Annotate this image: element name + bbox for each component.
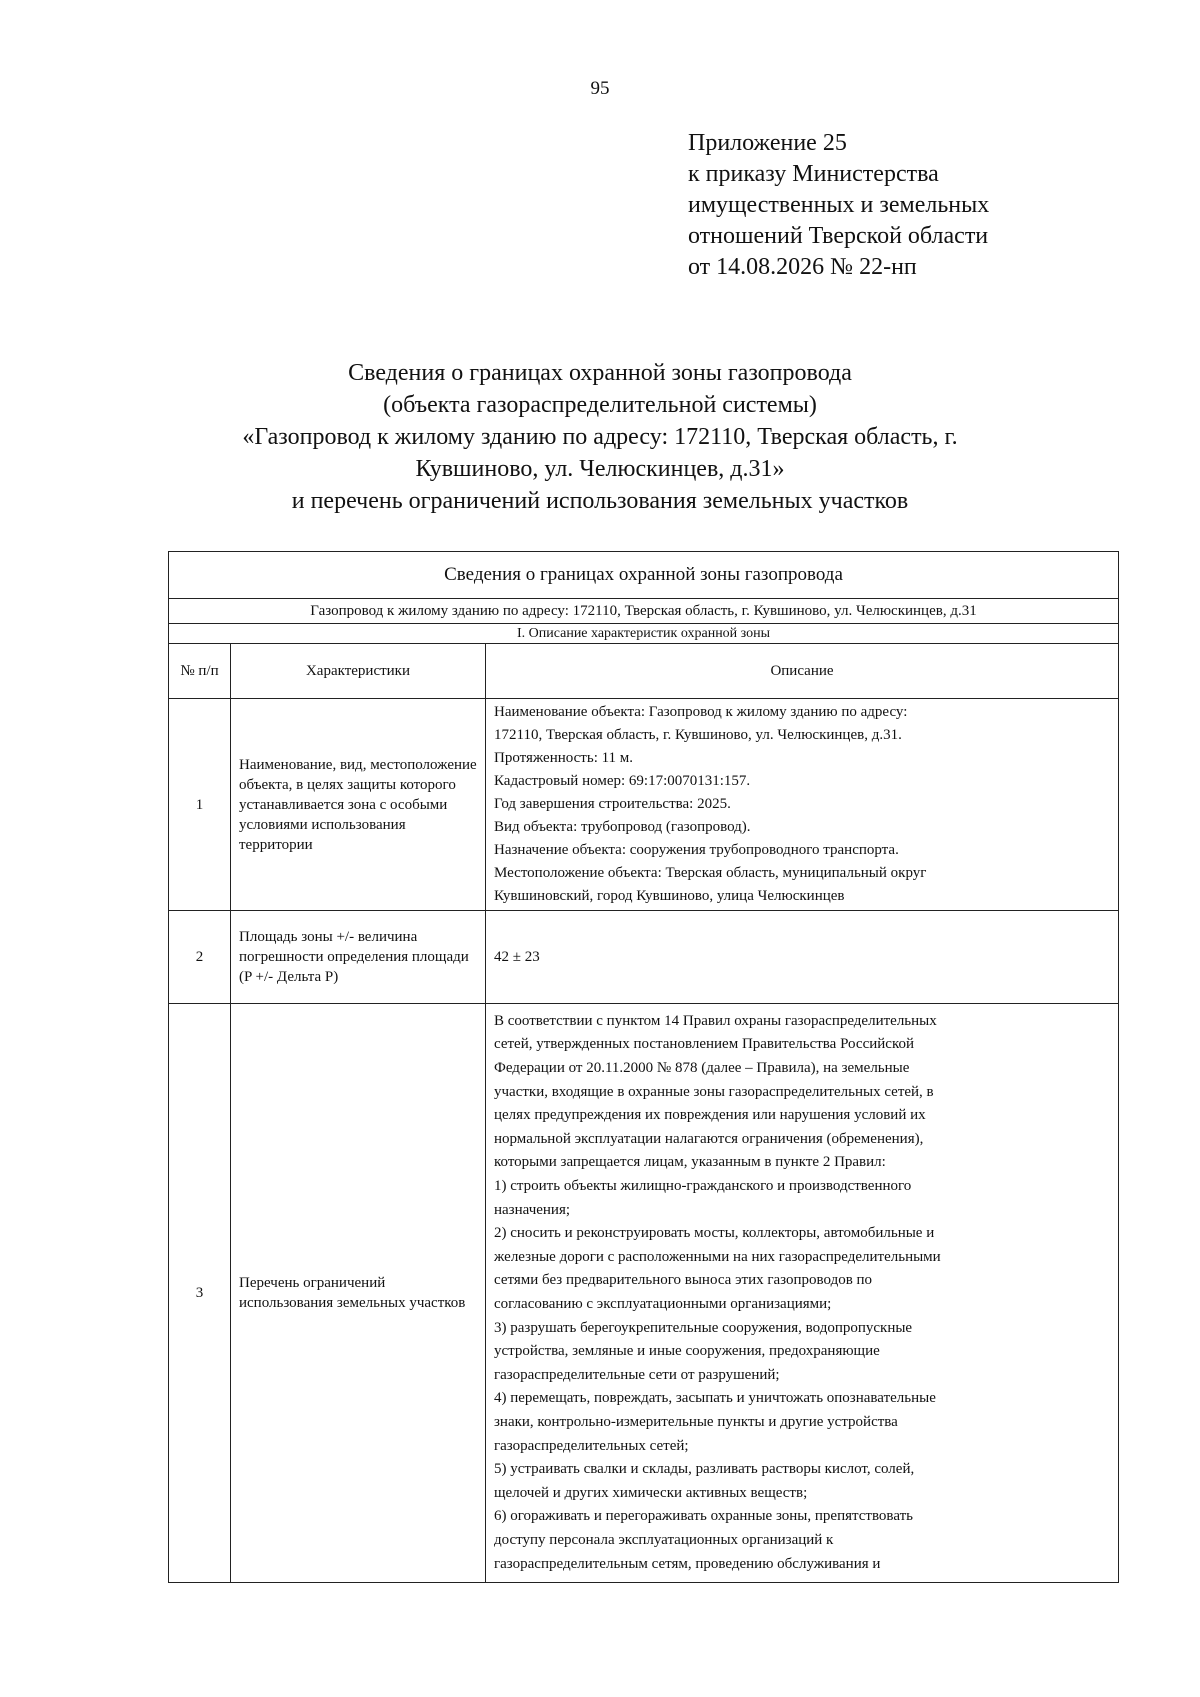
section-title: I. Описание характеристик охранной зоны: [169, 624, 1119, 644]
description-line: нормальной эксплуатации налагаются ограничения (обременения),: [494, 1130, 924, 1147]
description-line: 5) устраивать свалки и склады, разливать растворы кислот, солей,: [494, 1461, 915, 1478]
description-line: назначения;: [494, 1201, 571, 1218]
appendix-block: [688, 128, 989, 283]
row-number: 3: [169, 1004, 231, 1583]
description-line: Протяженность: 11 м.: [494, 750, 634, 766]
description-line: 1) строить объекты жилищно-гражданского и производственного: [494, 1178, 912, 1195]
document-title: [0, 357, 1200, 517]
description-line: 42 ± 23: [494, 948, 540, 965]
description-line: 172110, Тверская область, г. Кувшиново, ул. Челюскинцев, д.31.: [494, 727, 902, 743]
description-line: сетей, утвержденных постановлением Правительства Российской: [494, 1036, 915, 1053]
page-number: 95: [590, 78, 610, 99]
table-title: Сведения о границах охранной зоны газопровода: [169, 552, 1119, 599]
header-num: № п/п: [169, 644, 231, 699]
table-row: [169, 911, 1119, 1004]
description-line: Вид объекта: трубопровод (газопровод).: [494, 819, 751, 835]
row-characteristic: Перечень ограничений использования земельных участков: [231, 1004, 486, 1583]
description-line: согласованию с эксплуатационными организациями;: [494, 1296, 832, 1312]
description-line: доступу персонала эксплуатационных организаций к: [494, 1531, 834, 1548]
description-line: газораспределительных сетей;: [494, 1437, 689, 1454]
table-row: [169, 1004, 1119, 1583]
description-line: Федерации от 20.11.2000 № 878 (далее – Правила), на земельные: [494, 1060, 910, 1077]
description-line: Кувшиновский, город Кувшиново, улица Челюскинцев: [494, 888, 845, 904]
row-description: [486, 1004, 1119, 1583]
description-line: Назначение объекта: сооружения трубопроводного транспорта.: [494, 842, 899, 858]
title-line: (объекта газораспределительной системы): [383, 392, 817, 418]
description-line: Местоположение объекта: Тверская область, муниципальный округ: [494, 865, 927, 881]
row-description: [486, 699, 1119, 911]
description-line: 6) огораживать и перегораживать охранные зоны, препятствовать: [494, 1508, 913, 1525]
appendix-line: Приложение 25: [688, 130, 847, 156]
table-title-row: [169, 552, 1119, 599]
zone-table: [168, 551, 1119, 1583]
description-line: 2) сносить и реконструировать мосты, коллекторы, автомобильные и: [494, 1225, 935, 1242]
appendix-line: отношений Тверской области: [688, 223, 989, 249]
description-line: устройства, земляные и иные сооружения, предохраняющие: [494, 1343, 880, 1360]
description-line: сетями без предварительного выноса этих газопроводов по: [494, 1272, 873, 1289]
description-line: участки, входящие в охранные зоны газораспределительных сетей, в: [494, 1083, 934, 1100]
section-row: [169, 624, 1119, 644]
header-description: Описание: [486, 644, 1119, 699]
row-characteristic: Площадь зоны +/- величина погрешности определения площади (P +/- Дельта P): [231, 911, 486, 1004]
appendix-line: от 14.08.2026 № 22-нп: [688, 254, 917, 280]
title-line: «Газопровод к жилому зданию по адресу: 172110, Тверская область, г.: [242, 424, 958, 450]
header-characteristics: Характеристики: [231, 644, 486, 699]
appendix-line: к приказу Министерства: [688, 161, 939, 187]
description-line: которыми запрещается лицам, указанным в пункте 2 Правил:: [494, 1154, 886, 1171]
description-line: В соответствии с пунктом 14 Правил охраны газораспределительных: [494, 1012, 937, 1029]
description-line: Кадастровый номер: 69:17:0070131:157.: [494, 773, 751, 789]
description-line: целях предупреждения их повреждения или нарушения условий их: [494, 1107, 926, 1124]
object-name-row: [169, 599, 1119, 624]
row-number: 2: [169, 911, 231, 1004]
row-number: 1: [169, 699, 231, 911]
description-line: 4) перемещать, повреждать, засыпать и уничтожать опознавательные: [494, 1390, 936, 1407]
row-characteristic: Наименование, вид, местоположение объекта, в целях защиты которого устанавливается зона с особыми условиями использования территории: [231, 699, 486, 911]
table-header-row: [169, 644, 1119, 699]
description-line: железные дороги с расположенными на них газораспределительными: [494, 1248, 941, 1265]
description-line: Наименование объекта: Газопровод к жилому зданию по адресу:: [494, 704, 908, 720]
description-line: Год завершения строительства: 2025.: [494, 796, 731, 812]
title-line: Сведения о границах охранной зоны газопровода: [348, 360, 852, 386]
row-description: [486, 911, 1119, 1004]
description-line: газораспределительным сетям, проведению обслуживания и: [494, 1555, 881, 1572]
appendix-line: имущественных и земельных: [688, 192, 990, 218]
description-line: щелочей и других химически активных веществ;: [494, 1484, 808, 1501]
title-line: Кувшиново, ул. Челюскинцев, д.31»: [415, 456, 785, 482]
object-name: Газопровод к жилому зданию по адресу: 172110, Тверская область, г. Кувшиново, ул. Челюскинцев, д.31: [169, 599, 1119, 624]
table-row: [169, 699, 1119, 911]
description-line: 3) разрушать берегоукрепительные сооружения, водопропускные: [494, 1319, 913, 1336]
description-line: знаки, контрольно-измерительные пункты и другие устройства: [494, 1413, 898, 1430]
title-line: и перечень ограничений использования земельных участков: [291, 488, 909, 514]
description-line: газораспределительные сети от разрушений;: [494, 1366, 780, 1383]
